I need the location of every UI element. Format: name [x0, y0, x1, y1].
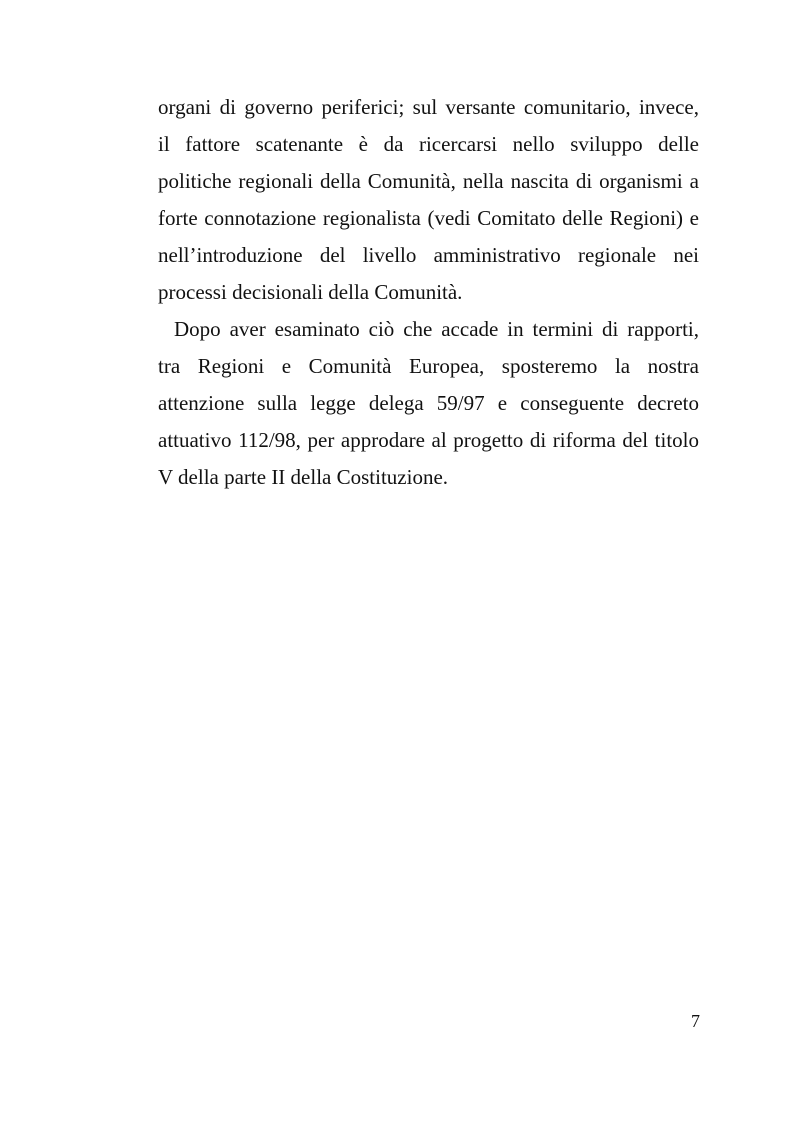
text-line: organi di governo periferici; sul versante comunitario, invece,: [158, 95, 699, 119]
text-line: il fattore scatenante è da ricercarsi nello sviluppo delle: [158, 132, 699, 156]
page-number: 7: [691, 1011, 700, 1031]
text-line: processi decisionali della Comunità.: [158, 280, 463, 304]
paragraph-2: [158, 311, 699, 496]
text-line: Dopo aver esaminato ciò che accade in termini di rapporti,: [174, 317, 699, 341]
text-line: forte connotazione regionalista (vedi Comitato delle Regioni) e: [158, 206, 699, 230]
body-text: [158, 89, 699, 496]
text-line: tra Regioni e Comunità Europea, sposteremo la nostra: [158, 354, 699, 378]
paragraph-1: [158, 89, 699, 311]
text-line: attenzione sulla legge delega 59/97 e conseguente decreto: [158, 391, 699, 415]
text-line: V della parte II della Costituzione.: [158, 465, 449, 489]
text-line: nell’introduzione del livello amministrativo regionale nei: [158, 243, 699, 267]
text-line: politiche regionali della Comunità, nella nascita di organismi a: [158, 169, 699, 193]
text-line: attuativo 112/98, per approdare al progetto di riforma del titolo: [158, 428, 699, 452]
